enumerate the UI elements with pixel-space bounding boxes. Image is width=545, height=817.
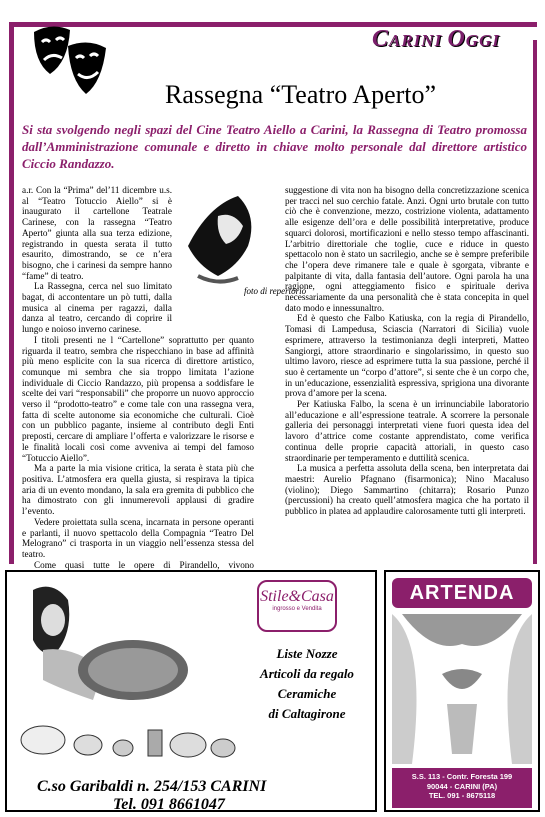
paragraph: La Rassegna, cerca nel suo limitato bagat, di accontentare un pò tutti, dalla musica al cinema per ragazzi, dalla danza al teatro, cercando di coprire il lungo e noioso inverno carinese.	[22, 281, 172, 335]
ad-phone: Tel. 091 8661047	[113, 796, 225, 812]
paragraph: Ed è questo che Falbo Katiuska, con la regia di Pirandello, Tomasi di Lampedusa, Sciascia (Narratori di Sicilia) vuole esprimere, attraverso la testimonianza degli interpreti, Matteo Sangiorgi, attore straordinario e singolarissimo, in questo suo ultimo lavoro, riesce ad esprimere tutta la sua passione, perché il suo è certamente un “corpo d’attore”, si sente che è un corpo che, in un’educazione, essenzialità espressiva, sprigiona una divorante prova d’amore per la scena.	[285, 313, 529, 399]
photo-caption: foto di repertorio	[244, 286, 307, 296]
article-title: Rassegna “Teatro Aperto”	[165, 80, 437, 109]
article-lead: Si sta svolgendo negli spazi del Cine Teatro Aiello a Carini, la Rassegna di Teatro promossa dall’Amministrazione comunale e diretto in chiave molto personale dal direttore artistico Ciccio Randazzo.	[22, 122, 527, 171]
paragraph: a.r. Con la “Prima” del’11 dicembre u.s. al “Teatro Totuccio Aiello” si è inaugurato il cartellone Teatrale Carinese, con la rassegna “Teatro Aperto” giunta alla sua terza edizione, registrando in questa serata il tutto esaurito, dimostrando, se ce n’era bisogno, che i carinesi da sempre hanno “fame” di teatro.	[22, 185, 172, 281]
paragraph: Come quasi tutte le opere di Pirandello, vivono	[34, 559, 254, 570]
paragraph: suggestione di vita non ha bisogno della concretizzazione scenica per tracci nel suo cerchio fatale. Anzi. Ogni urto brutale con tutto ciò che è convenzione, mezzo, costrizione violenta, adattamento alle esigenze dell’ora e delle possibilità interpretative, produce squarci dolorosi, mortificazioni e nello stesso tempo affascinanti. L’arbitrio direttoriale che toglie, cuce e riduce in questo spettacolo non è stato un sacrilegio, anche se è sempre preferibile che l’opera deve rimanere tale e quale è sgorgata, vibrante e palpitante di vita, dalla fantasia dell’autore. Ogni parola ha una ragione, ogni atteggiamento fisico e spirituale deriva necessariamente da una personalità che è stata concepita in quel dato modo e innessunaltro.	[285, 185, 529, 313]
ad-photo-woman-ceramics	[13, 580, 243, 770]
paragraph: Per Katiuska Falbo, la scena è un irrinunciabile laboratorio all’educazione e all’espressione teatrale. A scorrere la personale galleria dei personaggi interpretati viene fuori questa idea del lavoro d’attrice come costante apprendistato, come verifica continua delle proprie capacità attoriali, in questo caso straordinarie per temperamento e duttilità scenica.	[285, 399, 529, 463]
article-column-left	[22, 185, 254, 581]
paragraph: Ma a parte la mia visione critica, la serata è stata più che positiva. L’atmosfera era quella giusta, si respirava la tipica aria di un evento mondano, la sala era gremita di pubblico che ha dimostrato con gli innumerevoli applausi di gradire l’evento.	[22, 463, 254, 517]
ad-address: C.so Garibaldi n. 254/153 CARINI	[37, 778, 267, 795]
article-column-right	[285, 185, 529, 517]
theatre-masks-icon	[30, 22, 110, 100]
paragraph: La musica a perfetta assoluta della scena, ben interpretata dai maestri: Aurelio Pfagnano (fisarmonica); Nino Macaluso (violino); Diego Sammartino (chitarra); Rosario Punzo (percussioni) ha creato quell’atmosfera magica che ha portato il pubblico in platea ad applaudire calorosamente tutti gli interpreti.	[285, 463, 529, 517]
stile-casa-ad	[5, 570, 377, 812]
artenda-logo: ARTENDA	[392, 578, 532, 608]
artenda-contact: S.S. 113 - Contr. Foresta 199 90044 - CARINI (PA) TEL. 091 - 8675118	[392, 768, 532, 808]
curtain-photo	[392, 614, 532, 764]
stile-casa-logo: Stile&Casa ingrosso e Vendita	[257, 580, 337, 632]
artenda-ad	[384, 570, 540, 812]
brand-logo: CARINI OGGI	[372, 26, 500, 52]
paragraph: Vedere proiettata sulla scena, incarnata in persone operanti e parlanti, il nuovo spettacolo della Compagnia “Teatro Del Melograno” ci trasporta in un viaggio nell’essenza stessa del teatro.	[22, 516, 254, 559]
ad-list: Liste Nozze Articoli da regalo Ceramiche di Caltagirone	[260, 646, 354, 721]
paragraph: I titoli presenti ne l “Cartellone” soprattutto per quanto riguarda il teatro, sembra che rispecchiano in base ad affinità più meno esplicite con la sua ricerca di direttore artistico, comunque mi sembra che sia troppo limitata l’azione individuale di Ciccio Randazzo, più propensa a soddisfare le scelte dei vari “responsabili” che proporre un nuovo approccio verso il “prodotto-teatro” e come tale con una rassegna vera, fatta di scelte autonome sia economiche che culturali. Cioè con un pubblico pagante, insieme al contributo degli Enti preposti, cercare di ampliare l’offerta e valorizzare le risorse e le finalità locali così come avveniva ai tempi del famoso “Totuccio Aiello”.	[22, 334, 254, 463]
frame-right-bar	[533, 40, 537, 564]
